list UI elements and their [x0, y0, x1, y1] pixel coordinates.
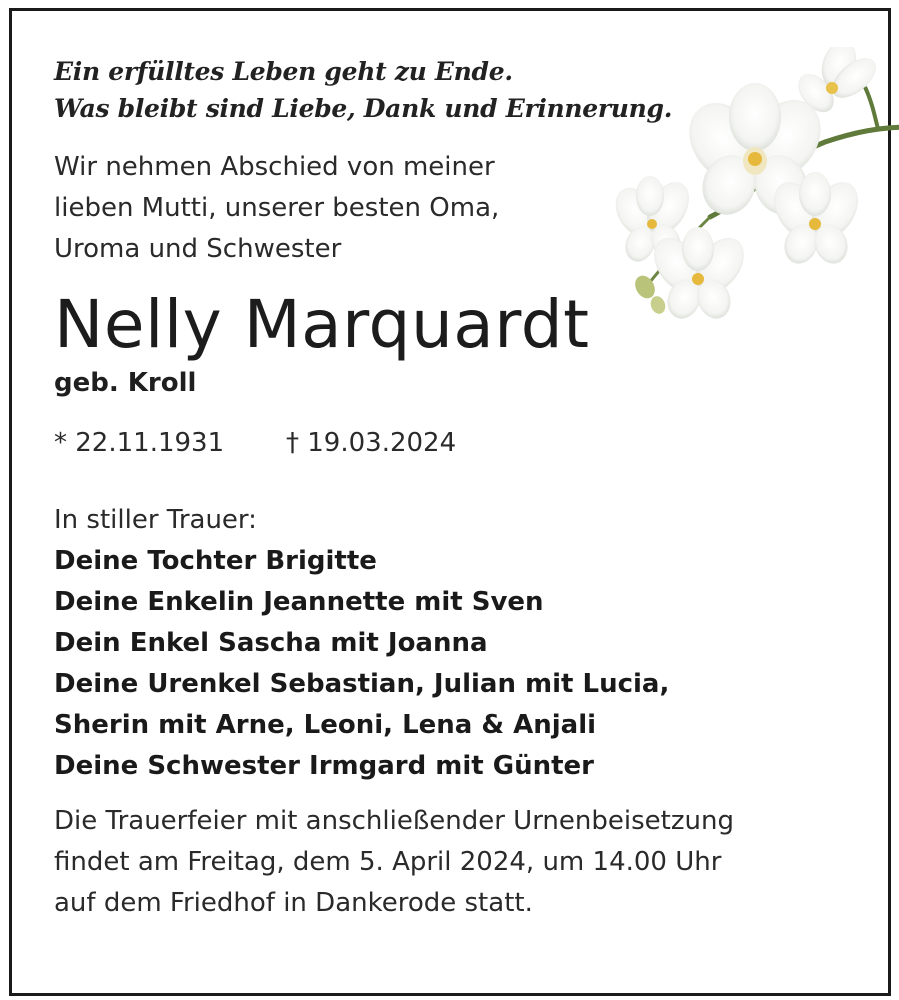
death-date: † 19.03.2024 [286, 428, 457, 458]
obituary-frame [9, 8, 891, 996]
family-line: Deine Schwester Irmgard mit Günter [54, 751, 594, 781]
service-info [54, 801, 874, 924]
family-list [54, 541, 874, 787]
service-line-3: auf dem Friedhof in Dankerode statt. [54, 888, 533, 918]
intro-text [54, 147, 874, 270]
deceased-name: Nelly Marquardt [54, 286, 590, 363]
family-line: Dein Enkel Sascha mit Joanna [54, 628, 488, 658]
intro-line-1: Wir nehmen Abschied von meiner [54, 152, 495, 182]
mourning-heading: In stiller Trauer: [54, 505, 257, 535]
service-line-1: Die Trauerfeier mit anschließender Urnenbeisetzung [54, 806, 734, 836]
motto [54, 53, 874, 127]
life-dates [54, 424, 874, 462]
birth-date: * 22.11.1931 [54, 428, 225, 458]
family-line: Deine Enkelin Jeannette mit Sven [54, 587, 544, 617]
family-line: Deine Tochter Brigitte [54, 546, 377, 576]
service-line-2: findet am Freitag, dem 5. April 2024, um 14.00 Uhr [54, 847, 722, 877]
intro-line-2: lieben Mutti, unserer besten Oma, [54, 193, 500, 223]
obituary-content [54, 53, 874, 924]
family-line: Deine Urenkel Sebastian, Julian mit Lucia, [54, 669, 670, 699]
family-line: Sherin mit Arne, Leoni, Lena & Anjali [54, 710, 597, 740]
maiden-name: geb. Kroll [54, 368, 197, 398]
motto-line-2: Was bleibt sind Liebe, Dank und Erinnerung. [54, 94, 673, 123]
intro-line-3: Uroma und Schwester [54, 234, 342, 264]
motto-line-1: Ein erfülltes Leben geht zu Ende. [54, 57, 513, 86]
